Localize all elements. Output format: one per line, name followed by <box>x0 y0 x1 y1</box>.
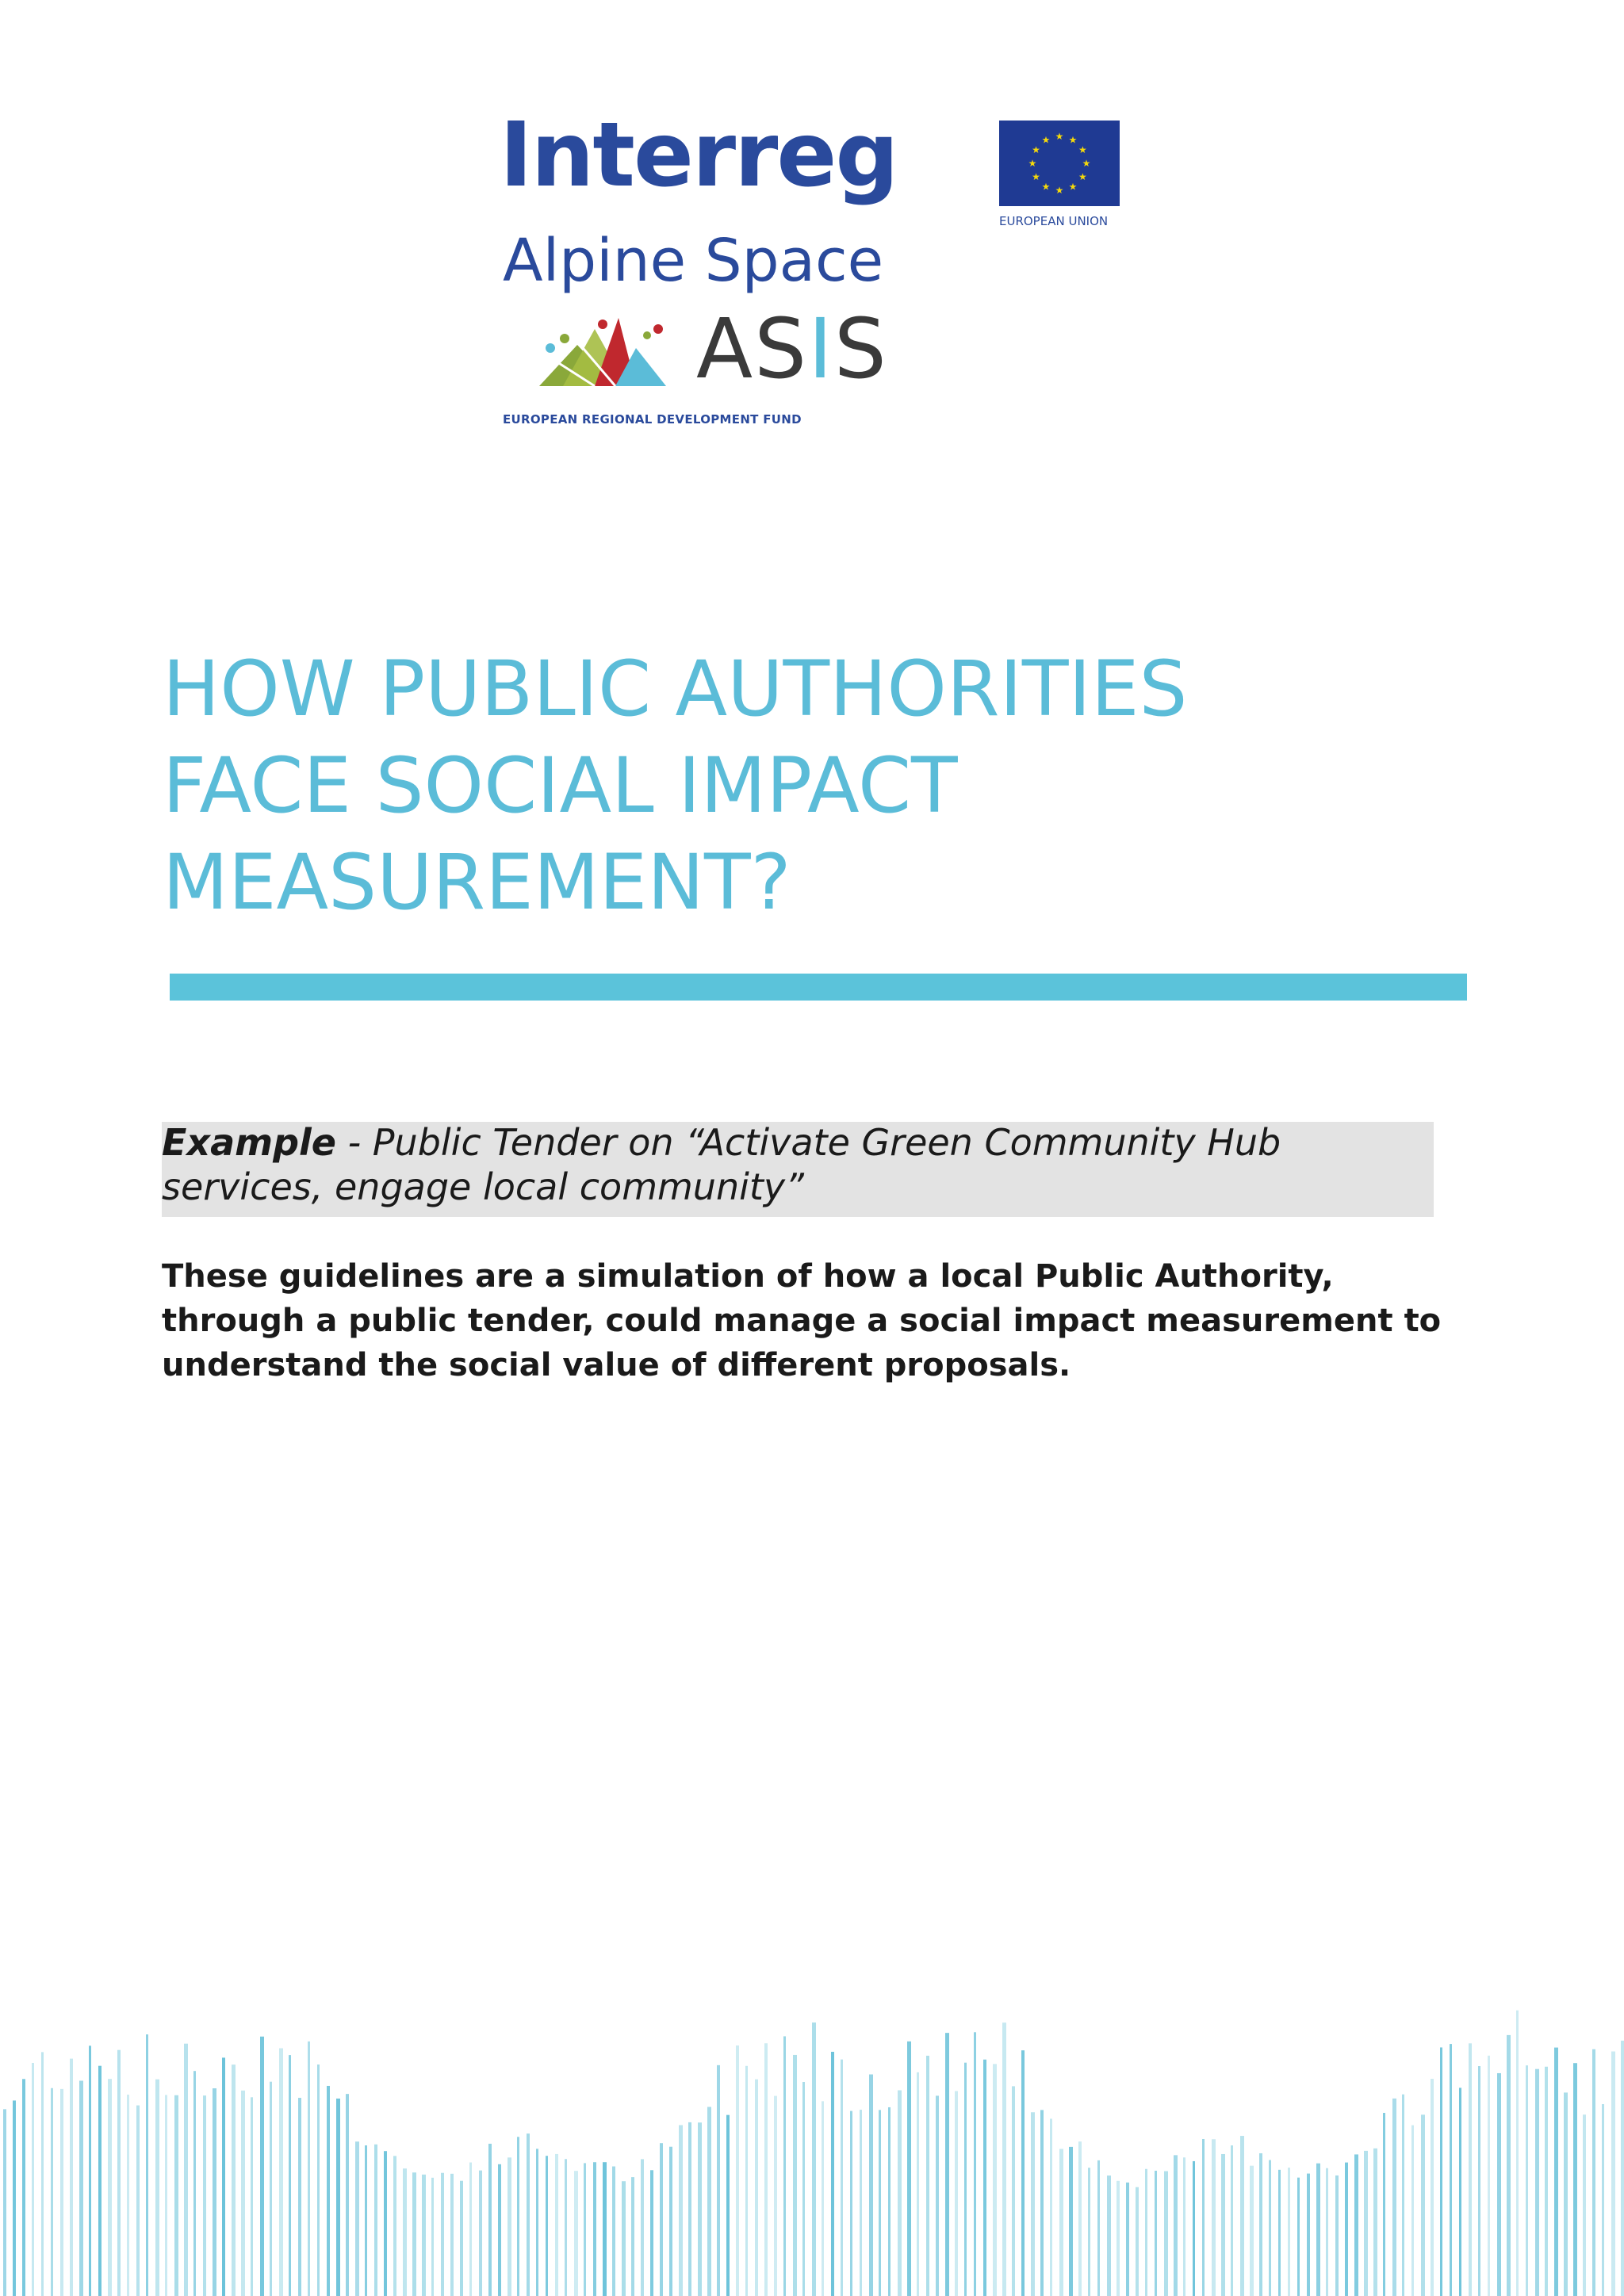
decorative-bar <box>1469 2043 1472 2296</box>
decorative-bar <box>1202 2139 1205 2296</box>
decorative-bar <box>70 2059 73 2296</box>
decorative-bar <box>688 2122 691 2296</box>
eu-label: EUROPEAN UNION <box>999 214 1109 228</box>
decorative-bar <box>822 2101 824 2296</box>
decorative-bar <box>850 2111 852 2296</box>
decorative-bar <box>774 2096 777 2296</box>
decorative-bar <box>660 2143 663 2296</box>
decorative-bar <box>726 2115 730 2296</box>
decorative-bar <box>98 2066 102 2296</box>
decorative-bar <box>1040 2110 1044 2296</box>
decorative-bar <box>13 2100 16 2296</box>
decorative-bar <box>1554 2048 1558 2296</box>
decorative-bar <box>203 2095 206 2296</box>
decorative-bar <box>1364 2151 1368 2296</box>
decorative-bar <box>1021 2050 1025 2296</box>
decorative-bar <box>1269 2160 1271 2296</box>
decorative-bar <box>479 2171 482 2296</box>
decorative-bar <box>270 2082 272 2296</box>
decorative-bar <box>593 2162 596 2296</box>
decorative-bar <box>993 2064 997 2296</box>
decorative-bar <box>1535 2069 1539 2296</box>
decorative-bar <box>584 2163 586 2296</box>
eu-star: ★ <box>1055 185 1064 196</box>
title-line: HOW PUBLIC AUTHORITIES <box>163 645 1188 733</box>
decorative-bar <box>51 2088 53 2296</box>
decorative-bar <box>1136 2187 1139 2296</box>
decorative-bar <box>488 2144 492 2296</box>
decorative-bar <box>117 2050 121 2296</box>
decorative-bar <box>1193 2161 1195 2296</box>
decorative-bar <box>412 2172 416 2296</box>
decorative-bar <box>1564 2092 1568 2296</box>
decorative-bar <box>1126 2183 1129 2296</box>
decorative-bar <box>650 2170 653 2296</box>
decorative-bar <box>1002 2022 1006 2296</box>
decorative-bar <box>1031 2112 1035 2296</box>
decorative-bar <box>232 2064 236 2296</box>
decorative-bar <box>1107 2175 1111 2296</box>
decorative-bar <box>213 2088 216 2296</box>
decorative-bar <box>1231 2145 1233 2296</box>
decorative-bar <box>460 2181 463 2296</box>
alpine-space-text: Alpine Space <box>503 227 884 295</box>
decorative-bar <box>974 2032 976 2296</box>
decorative-bar <box>1059 2149 1063 2296</box>
decorative-bar <box>1450 2044 1452 2296</box>
eu-star: ★ <box>1028 158 1037 169</box>
decorative-bar <box>1497 2073 1501 2296</box>
decorative-bars <box>0 1950 1624 2296</box>
eu-star: ★ <box>1041 181 1051 193</box>
decorative-bar <box>812 2022 816 2296</box>
decorative-bar <box>1069 2147 1073 2296</box>
decorative-bar <box>1145 2169 1147 2296</box>
eu-star: ★ <box>1068 134 1078 146</box>
decorative-bar <box>879 2110 881 2296</box>
decorative-bar <box>555 2154 558 2296</box>
decorative-bar <box>1212 2139 1216 2296</box>
decorative-bar <box>1583 2114 1586 2296</box>
eu-star: ★ <box>1068 181 1078 193</box>
decorative-bar <box>403 2168 407 2296</box>
decorative-bar <box>1012 2086 1015 2296</box>
eu-star: ★ <box>1055 131 1064 142</box>
decorative-bar <box>1488 2056 1490 2296</box>
decorative-bar <box>1516 2011 1519 2296</box>
decorative-bar <box>622 2181 626 2296</box>
eu-star: ★ <box>1032 171 1040 182</box>
decorative-bar <box>841 2060 843 2296</box>
asis-mountains-icon <box>539 313 674 392</box>
decorative-bar <box>1155 2171 1157 2296</box>
decorative-bar <box>22 2079 25 2296</box>
decorative-bar <box>1278 2170 1281 2296</box>
decorative-bar <box>32 2063 34 2296</box>
decorative-bar <box>783 2036 786 2296</box>
decorative-bar <box>1383 2113 1385 2296</box>
decorative-bar <box>1221 2154 1225 2296</box>
decorative-bar <box>736 2045 739 2296</box>
decorative-bar <box>1307 2174 1310 2296</box>
eu-star: ★ <box>1078 144 1087 155</box>
asis-logo-text <box>696 300 888 397</box>
decorative-bar <box>469 2163 472 2296</box>
decorative-bar <box>898 2091 902 2296</box>
decorative-bar <box>3 2109 6 2296</box>
asis-highlight-letter: I <box>808 300 834 397</box>
decorative-bar <box>289 2055 291 2296</box>
decorative-bar <box>517 2137 519 2296</box>
decorative-bar <box>698 2122 702 2296</box>
decorative-bar <box>1316 2164 1320 2296</box>
decorative-bar <box>717 2065 720 2296</box>
decorative-bar <box>251 2097 253 2296</box>
decorative-bar <box>955 2091 958 2296</box>
decorative-bar <box>1431 2079 1434 2296</box>
decorative-bar <box>926 2056 929 2296</box>
decorative-bar <box>527 2133 530 2296</box>
decorative-bar <box>917 2072 919 2296</box>
decorative-bar <box>1602 2104 1604 2296</box>
eu-star: ★ <box>1078 171 1087 182</box>
decorative-bar <box>679 2125 683 2296</box>
decorative-bar <box>155 2080 159 2296</box>
decorative-bar <box>1459 2087 1461 2296</box>
decorative-bar <box>1402 2095 1404 2296</box>
decorative-bar <box>574 2171 578 2296</box>
decorative-bar <box>1050 2118 1052 2296</box>
decorative-bar <box>384 2151 387 2296</box>
decorative-bar <box>631 2177 634 2296</box>
decorative-bar <box>1335 2175 1339 2296</box>
intro-paragraph: These guidelines are a simulation of how a local Public Authority, through a public tender, could manage a social impact measurement to understand the social value of different proposals. <box>162 1258 1442 1383</box>
decorative-bar <box>422 2175 426 2296</box>
page-title <box>163 641 1471 931</box>
decorative-bar <box>1621 2041 1624 2296</box>
example-label: Example <box>162 1121 336 1164</box>
decorative-bar <box>1288 2168 1290 2296</box>
decorative-bar <box>1421 2114 1425 2296</box>
decorative-bar <box>127 2095 129 2296</box>
decorative-bar <box>165 2095 167 2296</box>
decorative-bar <box>317 2064 320 2296</box>
decorative-bar <box>936 2095 939 2296</box>
decorative-bar <box>546 2156 548 2296</box>
decorative-bar <box>869 2075 873 2296</box>
fund-label: EUROPEAN REGIONAL DEVELOPMENT FUND <box>503 412 802 427</box>
interreg-logo-text: Interreg <box>500 104 898 207</box>
decorative-bar <box>60 2089 63 2296</box>
decorative-bar <box>1611 2052 1615 2296</box>
decorative-bar <box>764 2043 768 2296</box>
decorative-bar <box>565 2159 567 2296</box>
decorative-bar <box>1592 2049 1595 2296</box>
decorative-bar <box>1174 2155 1178 2296</box>
decorative-bar <box>669 2147 672 2296</box>
decorative-bar <box>431 2178 434 2296</box>
decorative-bar <box>641 2159 644 2296</box>
example-line2: services, engage local community” <box>162 1165 804 1208</box>
decorative-bar <box>374 2145 377 2296</box>
asis-suffix: S <box>833 300 888 397</box>
decorative-bar <box>79 2080 83 2296</box>
title-line: FACE SOCIAL IMPACT <box>163 741 958 830</box>
decorative-bar <box>1440 2047 1442 2296</box>
decorative-bar <box>193 2071 196 2296</box>
decorative-bar <box>241 2091 245 2296</box>
decorative-bar <box>1097 2160 1100 2296</box>
decorative-bar <box>260 2037 264 2296</box>
decorative-bar <box>41 2052 44 2296</box>
decorative-bar <box>498 2164 501 2296</box>
decorative-bar <box>365 2145 367 2296</box>
eu-star: ★ <box>1041 134 1051 146</box>
decorative-bar <box>279 2049 283 2296</box>
decorative-bar <box>1354 2154 1358 2296</box>
eu-flag-icon <box>999 121 1120 206</box>
decorative-bar <box>136 2106 140 2296</box>
example-line1: - Public Tender on “Activate Green Community Hub <box>335 1121 1281 1164</box>
decorative-bar <box>1250 2166 1254 2296</box>
decorative-bar <box>1164 2172 1168 2296</box>
decorative-bar <box>536 2149 538 2296</box>
decorative-bar <box>1411 2126 1414 2296</box>
decorative-bar <box>802 2082 805 2296</box>
decorative-bar <box>174 2095 178 2296</box>
decorative-bar <box>964 2063 967 2296</box>
decorative-bar <box>1526 2065 1528 2296</box>
decorative-bar <box>860 2110 862 2296</box>
decorative-bar <box>1373 2149 1377 2296</box>
decorative-bar <box>755 2080 758 2296</box>
decorative-bar <box>1345 2163 1348 2296</box>
decorative-bar <box>308 2042 310 2296</box>
asis-prefix: AS <box>696 300 809 397</box>
decorative-bar <box>1183 2157 1185 2296</box>
decorative-bar <box>983 2060 986 2296</box>
decorative-bar <box>1088 2168 1090 2296</box>
eu-star: ★ <box>1032 144 1040 155</box>
decorative-bar <box>1078 2141 1082 2296</box>
decorative-bar <box>1116 2181 1120 2296</box>
decorative-bar <box>184 2044 188 2296</box>
decorative-bar <box>393 2156 396 2296</box>
header-logos <box>500 104 1134 444</box>
decorative-bar <box>612 2167 615 2296</box>
decorative-bar <box>1297 2178 1300 2296</box>
decorative-bar <box>146 2034 148 2296</box>
decorative-bar <box>831 2052 834 2296</box>
decorative-bar <box>1392 2099 1396 2296</box>
eu-star: ★ <box>1082 158 1091 169</box>
decorative-bar <box>508 2157 511 2296</box>
decorative-bar <box>1240 2136 1244 2296</box>
decorative-bar <box>1545 2067 1548 2296</box>
decorative-bar <box>108 2079 112 2296</box>
decorative-bar <box>346 2094 349 2296</box>
example-heading <box>162 1120 1438 1209</box>
decorative-bar <box>945 2033 949 2296</box>
title-divider <box>170 974 1467 1001</box>
decorative-bar <box>1507 2035 1511 2296</box>
title-line: MEASUREMENT? <box>163 838 791 927</box>
decorative-bar <box>793 2055 797 2296</box>
decorative-bar <box>355 2141 359 2296</box>
decorative-bar <box>888 2107 891 2296</box>
decorative-bar <box>907 2042 911 2296</box>
decorative-bar <box>336 2099 340 2296</box>
decorative-bar <box>1573 2063 1577 2296</box>
decorative-bar <box>327 2086 330 2296</box>
decorative-bar <box>441 2173 444 2296</box>
decorative-bar <box>1259 2153 1262 2296</box>
decorative-bar <box>298 2098 301 2296</box>
decorative-bar <box>707 2107 711 2296</box>
decorative-bar <box>603 2162 607 2296</box>
decorative-bar <box>745 2066 748 2296</box>
decorative-bar <box>222 2057 225 2296</box>
decorative-bar <box>1478 2066 1480 2296</box>
decorative-bar <box>89 2045 91 2296</box>
decorative-bar <box>450 2174 454 2296</box>
decorative-bar <box>1326 2168 1328 2296</box>
